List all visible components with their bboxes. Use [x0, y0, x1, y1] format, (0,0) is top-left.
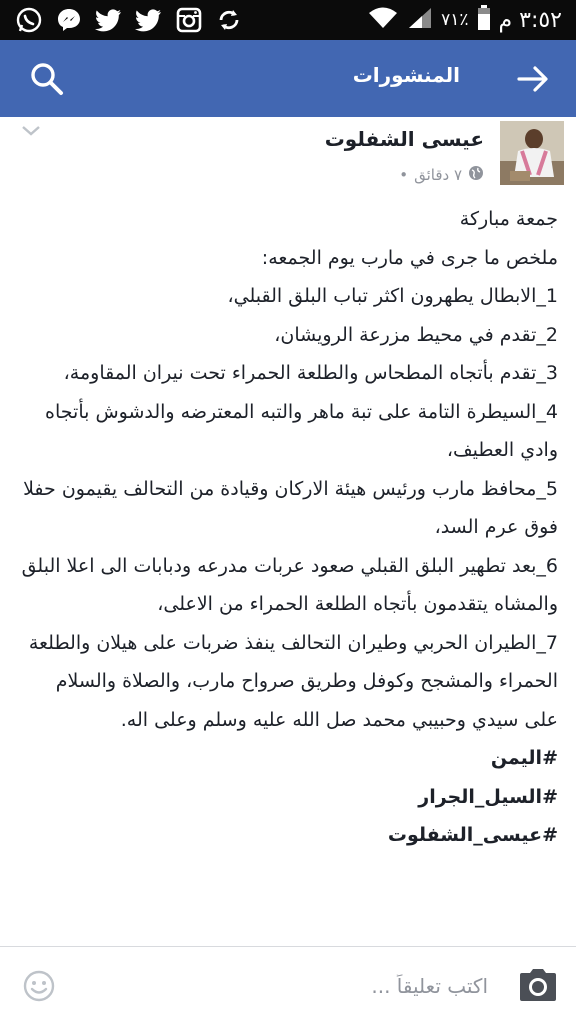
hashtag-link[interactable]: #عيسى_الشفلوت — [387, 824, 558, 846]
whatsapp-icon — [14, 5, 44, 35]
comment-input[interactable] — [228, 969, 488, 1003]
search-icon[interactable] — [28, 60, 66, 98]
comment-bar — [0, 947, 576, 1024]
author-name[interactable]: عيسى الشفلوت — [324, 127, 484, 151]
battery-percent: ٧١٪ — [441, 10, 469, 30]
arrow-right-icon[interactable] — [516, 62, 550, 96]
post-body — [18, 200, 558, 855]
clock: ٣:٥٢ م — [498, 7, 562, 33]
emoji-icon[interactable] — [22, 969, 56, 1003]
battery-icon — [477, 5, 491, 35]
post-line: 3_تقدم بأتجاه المطحاس والطلعة الحمراء تحت نيران المقاومة، — [63, 362, 558, 384]
meta-separator: • — [399, 166, 409, 184]
sync-icon — [214, 5, 244, 35]
twitter-icon — [134, 5, 164, 35]
post-line: 1_الابطال يطهرون اكثر تباب البلق القبلي، — [227, 285, 558, 307]
post-line: ملخص ما جرى في مارب يوم الجمعه: — [261, 246, 558, 269]
hashtag-link[interactable]: #السيل_الجرار — [418, 785, 558, 808]
globe-icon — [468, 165, 484, 185]
status-bar — [0, 0, 576, 40]
avatar[interactable] — [500, 121, 564, 185]
messenger-icon — [54, 5, 84, 35]
signal-icon — [407, 6, 433, 34]
post-line: 6_بعد تطهير البلق القبلي صعود عربات مدرعه ودبابات الى اعلا البلق والمشاه يتقدمون بأتجاه الطلعة الحمراء من الاعلى، — [21, 554, 558, 615]
instagram-icon — [174, 5, 204, 35]
post-line: جمعة مباركة — [459, 208, 558, 230]
page-title: المنشورات — [352, 63, 460, 87]
post-line: 4_السيطرة التامة على تبة ماهر والتبه المعترضه والدشوش بأتجاه وادي العطيف، — [45, 400, 558, 461]
system-status — [367, 0, 562, 40]
camera-icon[interactable] — [518, 967, 558, 1003]
post-line: 7_الطيران الحربي وطيران التحالف ينفذ ضربات على هيلان والطلعة الحمراء والمشجح وكوفل وطريق صرواح مارب، والصلاة والسلام على سيدي وحبيبي محمد صل الله عليه وسلم وعلى اله. — [28, 631, 558, 731]
notification-icons — [14, 5, 244, 35]
nav-bar — [0, 40, 576, 117]
hashtag-link[interactable]: #اليمن — [490, 747, 558, 769]
chevron-down-icon[interactable] — [20, 123, 42, 139]
twitter-icon — [94, 5, 124, 35]
post-time[interactable]: ٧ دقائق — [414, 166, 462, 184]
wifi-icon — [367, 6, 399, 34]
post-line: 2_تقدم في محيط مزرعة الرويشان، — [274, 323, 558, 346]
post-line: 5_محافظ مارب ورئيس هيئة الاركان وقيادة من التحالف يقيمون حفلا فوق عرم السد، — [23, 477, 558, 538]
post-header — [0, 117, 576, 197]
post-meta — [399, 165, 484, 185]
